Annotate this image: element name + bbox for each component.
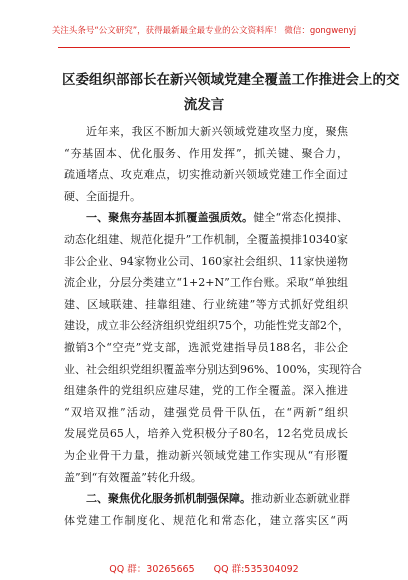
header-divider — [58, 47, 350, 48]
body-line — [64, 295, 348, 315]
body-line-text: 动态化组建、规范化提升”工作机制，全覆盖摸排10340家 — [64, 233, 348, 246]
body-line — [64, 424, 348, 444]
section-heading: 一、聚焦夯基固本抓覆盖强质效。 — [86, 211, 254, 225]
body-line-text: 健全“常态化摸排、 — [253, 211, 349, 225]
body-line-text: 组建条件的党组织应建尽建，党的工作全覆盖。深入推进 — [64, 384, 348, 398]
body-line — [64, 446, 348, 466]
body-line-text: 硬、全面提升。 — [64, 189, 141, 203]
body-line — [86, 489, 348, 509]
body-line — [64, 273, 348, 293]
body-line — [64, 144, 348, 164]
body-line — [64, 381, 348, 401]
body-line — [64, 230, 348, 250]
body-line — [64, 511, 348, 531]
body-line-text: 非公企业、94家物业公司、160家社会组织、11家快递物 — [64, 254, 348, 268]
title-line-1: 区委组织部部长在新兴领域党建全覆盖工作推进会上的交 — [62, 72, 400, 88]
body-line-text: 业、社会组织党组织覆盖率分别达到96%、100%，实现符合 — [64, 362, 362, 376]
section-heading: 二、聚焦优化服务抓机制强保障。 — [86, 492, 251, 506]
body-line-text: “夯基固本、优化服务、作用发挥”，抓关键、聚合力， — [64, 146, 348, 160]
body-line-text: 发展党员65人，培养入党积极分子80名，12名党员成长 — [64, 427, 348, 441]
body-line — [64, 252, 348, 272]
body-line — [64, 403, 348, 423]
body-line — [64, 338, 348, 358]
body-line-text: 盖”到“有效覆盖”转化升级。 — [64, 470, 202, 484]
body-line-text: 疏通堵点、攻克难点，切实推动新兴领域党建工作全面过 — [64, 168, 348, 182]
body-line-text: 近年来，我区不断加大新兴领域党建攻坚力度，聚焦 — [86, 125, 348, 138]
body-line-text: 推动新业态新就业群 — [251, 492, 350, 506]
body-line — [64, 360, 362, 380]
title-line-2: 流发言 — [183, 97, 225, 113]
qq-group-footer: QQ 群：30265665 QQ 群:535304092 — [109, 564, 299, 575]
body-line — [86, 122, 348, 142]
body-line-text: 体党建工作制度化、规范化和常态化，建立落实区“两 — [64, 513, 348, 527]
promo-header: 关注头条号“公文研究”，获得最新最全最专业的公文资料库！ 微信：gongwenyj — [51, 26, 357, 36]
body-line — [64, 316, 348, 336]
body-line-text: “双培双推”活动，建强党员骨干队伍，在“两新”组织 — [64, 405, 348, 419]
body-line — [64, 165, 348, 185]
body-line-text: 建、区域联建、挂靠组建、行业统建”等方式抓好党组织 — [64, 297, 348, 311]
body-line-text: 流企业，分层分类建立“1+2+N”工作台账。采取“单独组 — [64, 276, 348, 290]
body-line-text: 为企业骨干力量，推动新兴领域党建工作实现从“有形覆 — [64, 449, 348, 462]
body-line — [64, 468, 348, 488]
body-line — [64, 187, 348, 207]
document-title — [62, 68, 400, 118]
body-line-text: 撤销3个“空壳”党支部，选派党建指导员188名，非公企 — [64, 341, 348, 354]
body-line-text: 建设，成立非公经济组织党组织75个，功能性党支部2个， — [64, 319, 349, 333]
body-line — [86, 208, 348, 228]
